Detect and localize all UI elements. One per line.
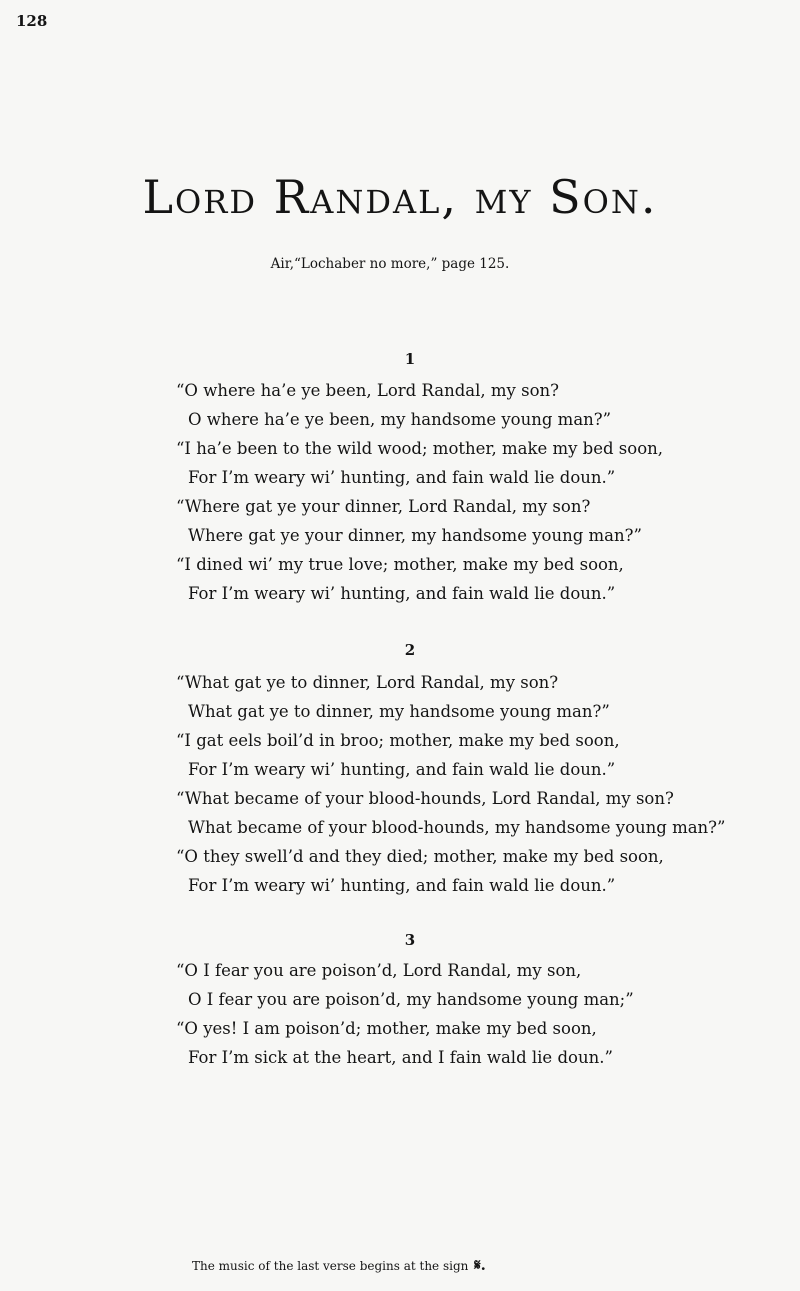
verse-line: Where gat ye your dinner, my handsome young man?” — [188, 526, 642, 545]
verse-line: “I dined wi’ my true love; mother, make my bed soon, — [176, 555, 624, 574]
verse-line: For I’m weary wi’ hunting, and fain wald lie doun.” — [188, 760, 616, 779]
verse-line: “Where gat ye your dinner, Lord Randal, my son? — [176, 497, 591, 516]
verse-line: What gat ye to dinner, my handsome young man?” — [188, 702, 610, 721]
verse-line: “O I fear you are poison’d, Lord Randal, my son, — [176, 961, 582, 980]
verse-line: “What became of your blood-hounds, Lord Randal, my son? — [176, 789, 674, 808]
verse-line: For I’m weary wi’ hunting, and fain wald lie doun.” — [188, 468, 616, 487]
verse-number: 1 — [404, 350, 416, 368]
page-number: 128 — [16, 12, 48, 30]
verse-line: “O they swell’d and they died; mother, make my bed soon, — [176, 847, 664, 866]
verse-line: O where ha’e ye been, my handsome young man?” — [188, 410, 612, 429]
verse-line: “I ha’e been to the wild wood; mother, make my bed soon, — [176, 439, 664, 458]
verse-line: O I fear you are poison’d, my handsome young man;” — [188, 990, 634, 1009]
verse-line: For I’m weary wi’ hunting, and fain wald lie doun.” — [188, 584, 616, 603]
verse-line: “O where ha’e ye been, Lord Randal, my son? — [176, 381, 559, 400]
verse-3 — [176, 956, 634, 1072]
footnote — [192, 1256, 486, 1274]
song-title: Lord Randal, my Son. — [142, 170, 658, 224]
verse-line: For I’m weary wi’ hunting, and fain wald lie doun.” — [188, 876, 616, 895]
verse-line: “What gat ye to dinner, Lord Randal, my son? — [176, 673, 559, 692]
verse-line: “I gat eels boil’d in broo; mother, make my bed soon, — [176, 731, 620, 750]
verse-line: For I’m sick at the heart, and I fain wald lie doun.” — [188, 1048, 613, 1067]
air-note: Air,“Lochaber no more,” page 125. — [270, 256, 510, 272]
verse-number: 3 — [404, 931, 416, 949]
verse-2 — [176, 668, 725, 900]
footnote-text: The music of the last verse begins at the sign — [192, 1259, 469, 1273]
segno-icon: 𝄋. — [474, 1256, 486, 1274]
verse-number: 2 — [404, 641, 416, 659]
verse-line: What became of your blood-hounds, my handsome young man?” — [188, 818, 726, 837]
verse-1 — [176, 376, 663, 608]
verse-line: “O yes! I am poison’d; mother, make my bed soon, — [176, 1019, 597, 1038]
